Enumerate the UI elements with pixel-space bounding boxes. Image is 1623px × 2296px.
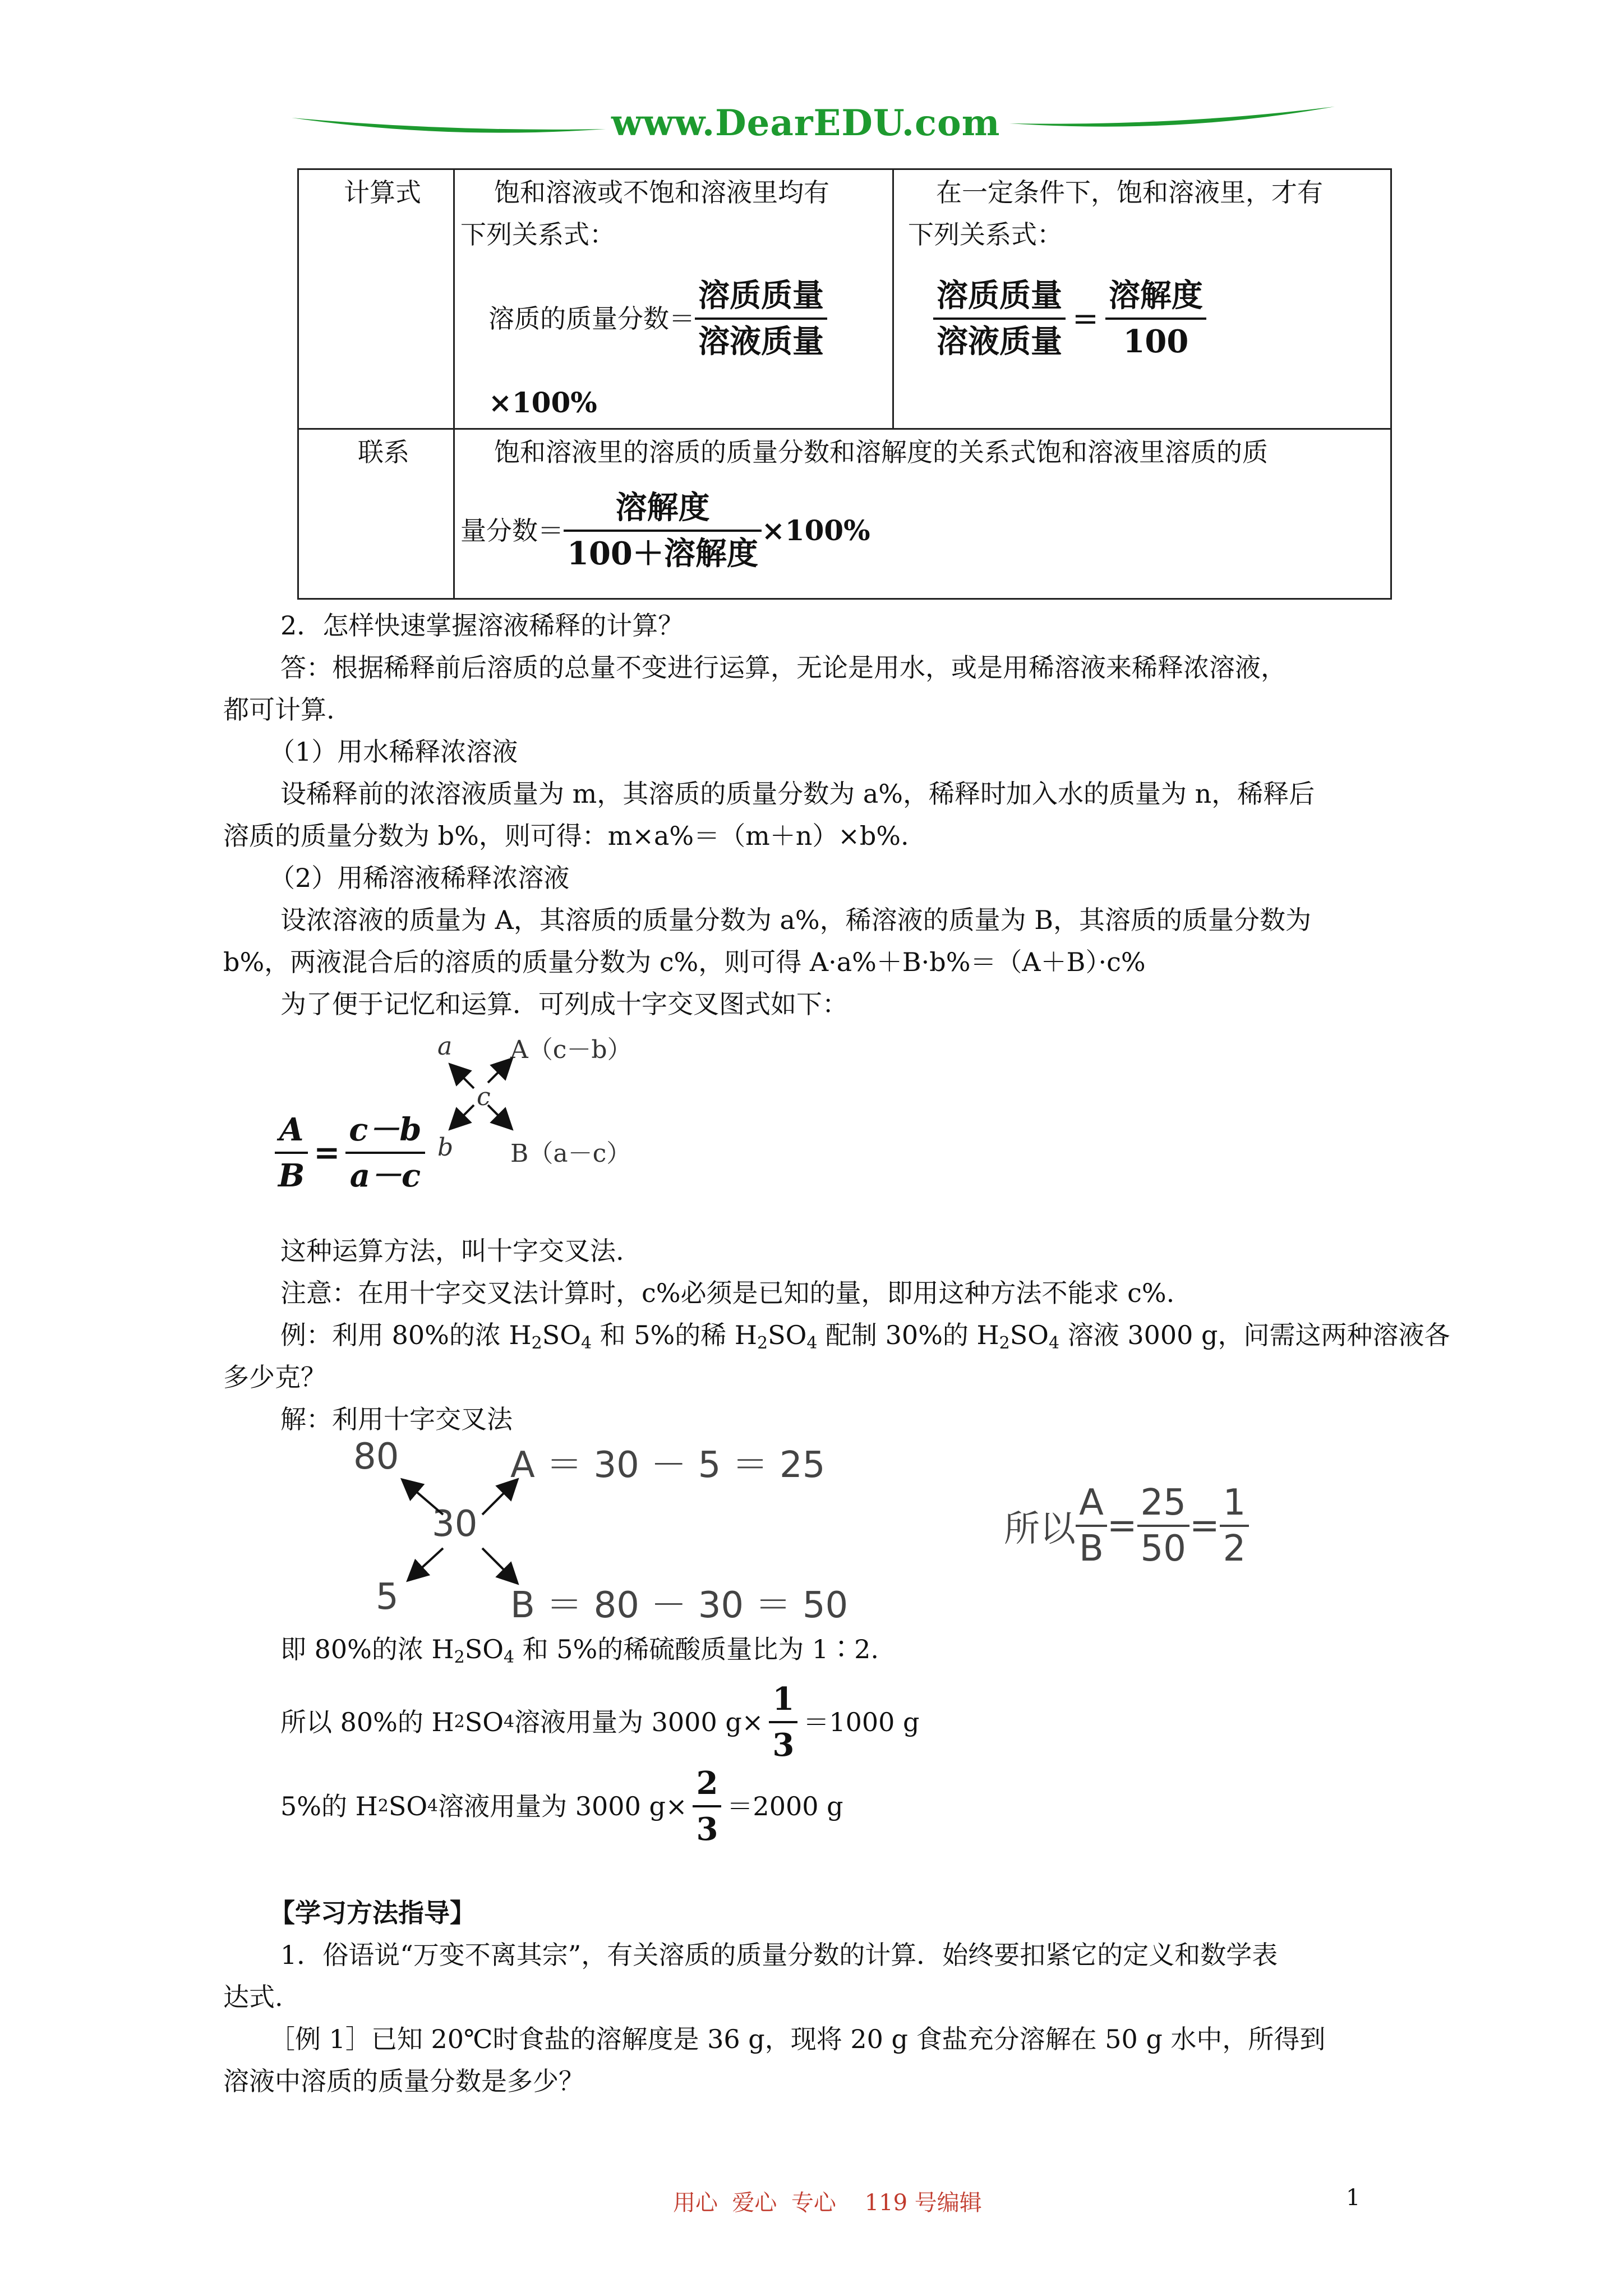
- fraction-numerator: 溶解度: [615, 489, 710, 526]
- fraction-numerator: c－b: [349, 1111, 422, 1148]
- cross-equation-A: A ＝ 30 － 5 ＝ 25: [510, 1444, 826, 1486]
- fraction-numerator: A: [279, 1111, 304, 1148]
- fraction: [1137, 1481, 1189, 1571]
- cross-node-A: A（c－b）: [510, 1036, 632, 1064]
- section-1-para-2: 溶质的质量分数为 b%，则可得：m×a%＝（m＋n）×b%.: [223, 821, 909, 851]
- example-line-1: [280, 1318, 1450, 1352]
- section-2-para-3: 为了便于记忆和运算．可列成十字交叉图式如下：: [280, 989, 848, 1019]
- text-run: SO: [1009, 1320, 1049, 1350]
- cross-node-5: 5: [376, 1576, 399, 1618]
- fraction: [564, 486, 762, 576]
- solution-intro: 解：利用十字交叉法: [280, 1404, 513, 1434]
- fraction-denominator: a－c: [349, 1157, 421, 1194]
- subscript: 4: [580, 1333, 592, 1353]
- equals-sign: =: [1106, 1505, 1137, 1547]
- equals-sign: =: [1072, 300, 1099, 337]
- fraction-numerator: 1: [772, 1681, 795, 1718]
- text-run: SO: [768, 1320, 807, 1350]
- example-1-line-2: 溶液中溶质的质量分数是多少？: [223, 2066, 584, 2096]
- header-banner: [292, 95, 1335, 157]
- text-run: 即 80%的浓 H: [280, 1634, 454, 1664]
- text-run: SO: [464, 1707, 504, 1737]
- section-1-para-1: 设稀释前的浓溶液质量为 m，其溶质的质量分数为 a%，稀释时加入水的质量为 n，稀释后: [280, 779, 1315, 809]
- subscript: 2: [999, 1333, 1010, 1353]
- comparison-table: [297, 168, 1392, 600]
- fraction-numerator: 2: [696, 1765, 718, 1802]
- fraction-denominator: 100: [1123, 323, 1189, 360]
- equals-sign: =: [1189, 1505, 1220, 1547]
- question-2: 2．怎样快速掌握溶液稀释的计算？: [280, 610, 684, 641]
- subscript: 4: [503, 1648, 515, 1667]
- table-cell: [454, 169, 893, 429]
- solubility-formula: [933, 274, 1206, 364]
- formula-prefix: 溶质的质量分数＝: [488, 303, 695, 334]
- text-run: 和 5%的稀硫酸质量比为 1∶2.: [514, 1634, 879, 1664]
- subscript: 4: [806, 1333, 818, 1353]
- section-2-para-1: 设浓溶液的质量为 A，其溶质的质量分数为 a%，稀溶液的质量为 B，其溶质的质量分数为: [280, 905, 1312, 935]
- page-number: 1: [1346, 2185, 1361, 2211]
- fraction-denominator: 2: [1223, 1528, 1246, 1570]
- fraction-denominator: B: [278, 1157, 305, 1194]
- table-row: [298, 169, 1391, 429]
- cell-text: 下列关系式：: [460, 219, 615, 250]
- subscript: 2: [757, 1333, 768, 1353]
- note-text: 注意：在用十字交叉法计算时，c%必须是已知的量，即用这种方法不能求 c%.: [280, 1278, 1175, 1308]
- fraction-numerator: 25: [1140, 1482, 1186, 1524]
- cell-text: 下列关系式：: [908, 219, 1063, 250]
- subscript: 4: [1048, 1333, 1060, 1353]
- section-2-para-2: b%，两液混合后的溶质的质量分数为 c%，则可得 A·a%＋B·b%＝（A＋B）·c%: [223, 947, 1146, 977]
- fraction: [275, 1108, 308, 1198]
- example-1-line-1: ［例 1］已知 20℃时食盐的溶解度是 36 g，现将 20 g 食盐充分溶解在 50 g 水中，所得到: [269, 2024, 1326, 2054]
- cross-ratio-formula: [275, 1108, 425, 1198]
- subscript: 2: [531, 1333, 542, 1353]
- ratio-result-formula: [1004, 1481, 1249, 1571]
- fraction: [769, 1677, 797, 1767]
- fraction: [1076, 1481, 1107, 1571]
- cell-text: 在一定条件下，饱和溶液里，才有: [936, 177, 1323, 208]
- cross-node-30: 30: [432, 1503, 478, 1545]
- guide-para-line-1: 1．俗语说“万变不离其宗”，有关溶质的质量分数的计算．始终要扣紧它的定义和数学表: [280, 1940, 1278, 1970]
- text-run: 溶液用量为 3000 g×: [514, 1707, 764, 1737]
- ratio-conclusion: [280, 1632, 879, 1666]
- cross-equation-B: B ＝ 80 － 30 ＝ 50: [510, 1585, 849, 1626]
- fraction-numerator: 1: [1223, 1482, 1246, 1524]
- table-cell: [298, 169, 454, 429]
- row-label-relation: 联系: [358, 437, 409, 467]
- fraction-denominator: 3: [696, 1811, 718, 1848]
- fraction-numerator: A: [1079, 1482, 1104, 1524]
- text-run: 溶液用量为 3000 g×: [438, 1791, 688, 1821]
- fraction-numerator: 溶质质量: [937, 277, 1062, 314]
- table-cell: [454, 429, 1391, 599]
- cross-node-a: a: [437, 1032, 453, 1061]
- fraction-numerator: 溶质质量: [698, 277, 824, 314]
- answer-line-2: 都可计算.: [223, 694, 335, 725]
- fraction-numerator: 溶解度: [1108, 277, 1203, 314]
- fraction-denominator: 3: [772, 1727, 795, 1764]
- text-run: 和 5%的稀 H: [592, 1320, 757, 1350]
- cross-node-80: 80: [353, 1436, 399, 1478]
- fraction-denominator: 100＋溶解度: [567, 535, 758, 572]
- table-cell: [893, 169, 1391, 429]
- fraction-denominator: 50: [1140, 1528, 1186, 1570]
- mass-fraction-formula: [488, 274, 827, 364]
- footer-text: 用心 爱心 专心 119 号编辑: [673, 2190, 982, 2216]
- fraction: [933, 274, 1066, 364]
- equals-sign: =: [313, 1134, 340, 1171]
- text-run: SO: [388, 1791, 428, 1821]
- text-run: ＝1000 g: [803, 1707, 920, 1737]
- fraction: [1220, 1481, 1249, 1571]
- formula-prefix: 量分数＝: [460, 516, 564, 546]
- fraction: [695, 274, 827, 364]
- section-heading-study-method: 【学习方法指导】: [269, 1898, 476, 1928]
- text-run: 溶液 3000 g，问需这两种溶液各: [1059, 1320, 1450, 1350]
- table-cell: [298, 429, 454, 599]
- text-run: 例：利用 80%的浓 H: [280, 1320, 532, 1350]
- usage-80-percent: 所以 80%的 H 2 SO 4 溶液用量为 3000 g× $\frac{1}{3}$ ＝1000 g: [280, 1677, 919, 1767]
- swoosh-left-icon: [292, 107, 606, 140]
- fraction: [345, 1108, 425, 1198]
- site-logo[interactable]: www.DearEDU.com: [611, 102, 1000, 144]
- times-100-percent: ×100%: [761, 514, 870, 547]
- fraction-denominator: B: [1079, 1528, 1104, 1570]
- fraction-denominator: 溶液质量: [937, 323, 1062, 360]
- subscript: 2: [454, 1648, 465, 1667]
- text-run: ＝2000 g: [727, 1791, 843, 1821]
- text-run: SO: [464, 1634, 504, 1664]
- cross-node-b: b: [437, 1133, 454, 1162]
- fraction: [1105, 274, 1206, 364]
- section-2-title: （2）用稀溶液稀释浓溶液: [269, 863, 570, 893]
- text-run: 所以 80%的 H: [280, 1707, 454, 1737]
- so-text: 所以: [1004, 1508, 1076, 1550]
- section-1-title: （1）用水稀释浓溶液: [269, 737, 518, 767]
- cross-node-B: B（a－c）: [510, 1139, 631, 1168]
- table-row: [298, 429, 1391, 599]
- usage-5-percent: 5%的 H 2 SO 4 溶液用量为 3000 g× $\frac{2}{3}$ ＝2000 g: [280, 1761, 843, 1851]
- times-100-percent: ×100%: [488, 386, 597, 419]
- cross-diagram-example: [336, 1436, 897, 1627]
- cross-diagram-general: [213, 1021, 718, 1245]
- cell-text: 饱和溶液里的溶质的质量分数和溶解度的关系式饱和溶液里溶质的质: [494, 437, 1268, 467]
- swoosh-right-icon: [1009, 101, 1335, 135]
- example-line-2: 多少克？: [223, 1362, 326, 1392]
- cross-node-c: c: [477, 1083, 491, 1111]
- text-run: 配制 30%的 H: [817, 1320, 999, 1350]
- guide-para-line-2: 达式.: [223, 1982, 283, 2012]
- text-run: 5%的 H: [280, 1791, 378, 1821]
- text-run: SO: [542, 1320, 581, 1350]
- cell-text: 饱和溶液或不饱和溶液里均有: [494, 177, 829, 208]
- fraction-denominator: 溶液质量: [698, 323, 824, 360]
- cross-arrows-icon: [336, 1436, 897, 1627]
- method-name: 这种运算方法，叫十字交叉法.: [280, 1236, 624, 1266]
- row-label-formula: 计算式: [344, 177, 421, 208]
- relation-formula: [460, 486, 870, 576]
- fraction: [693, 1761, 721, 1851]
- answer-line-1: 答：根据稀释前后溶质的总量不变进行运算，无论是用水，或是用稀溶液来稀释浓溶液，: [280, 652, 1287, 683]
